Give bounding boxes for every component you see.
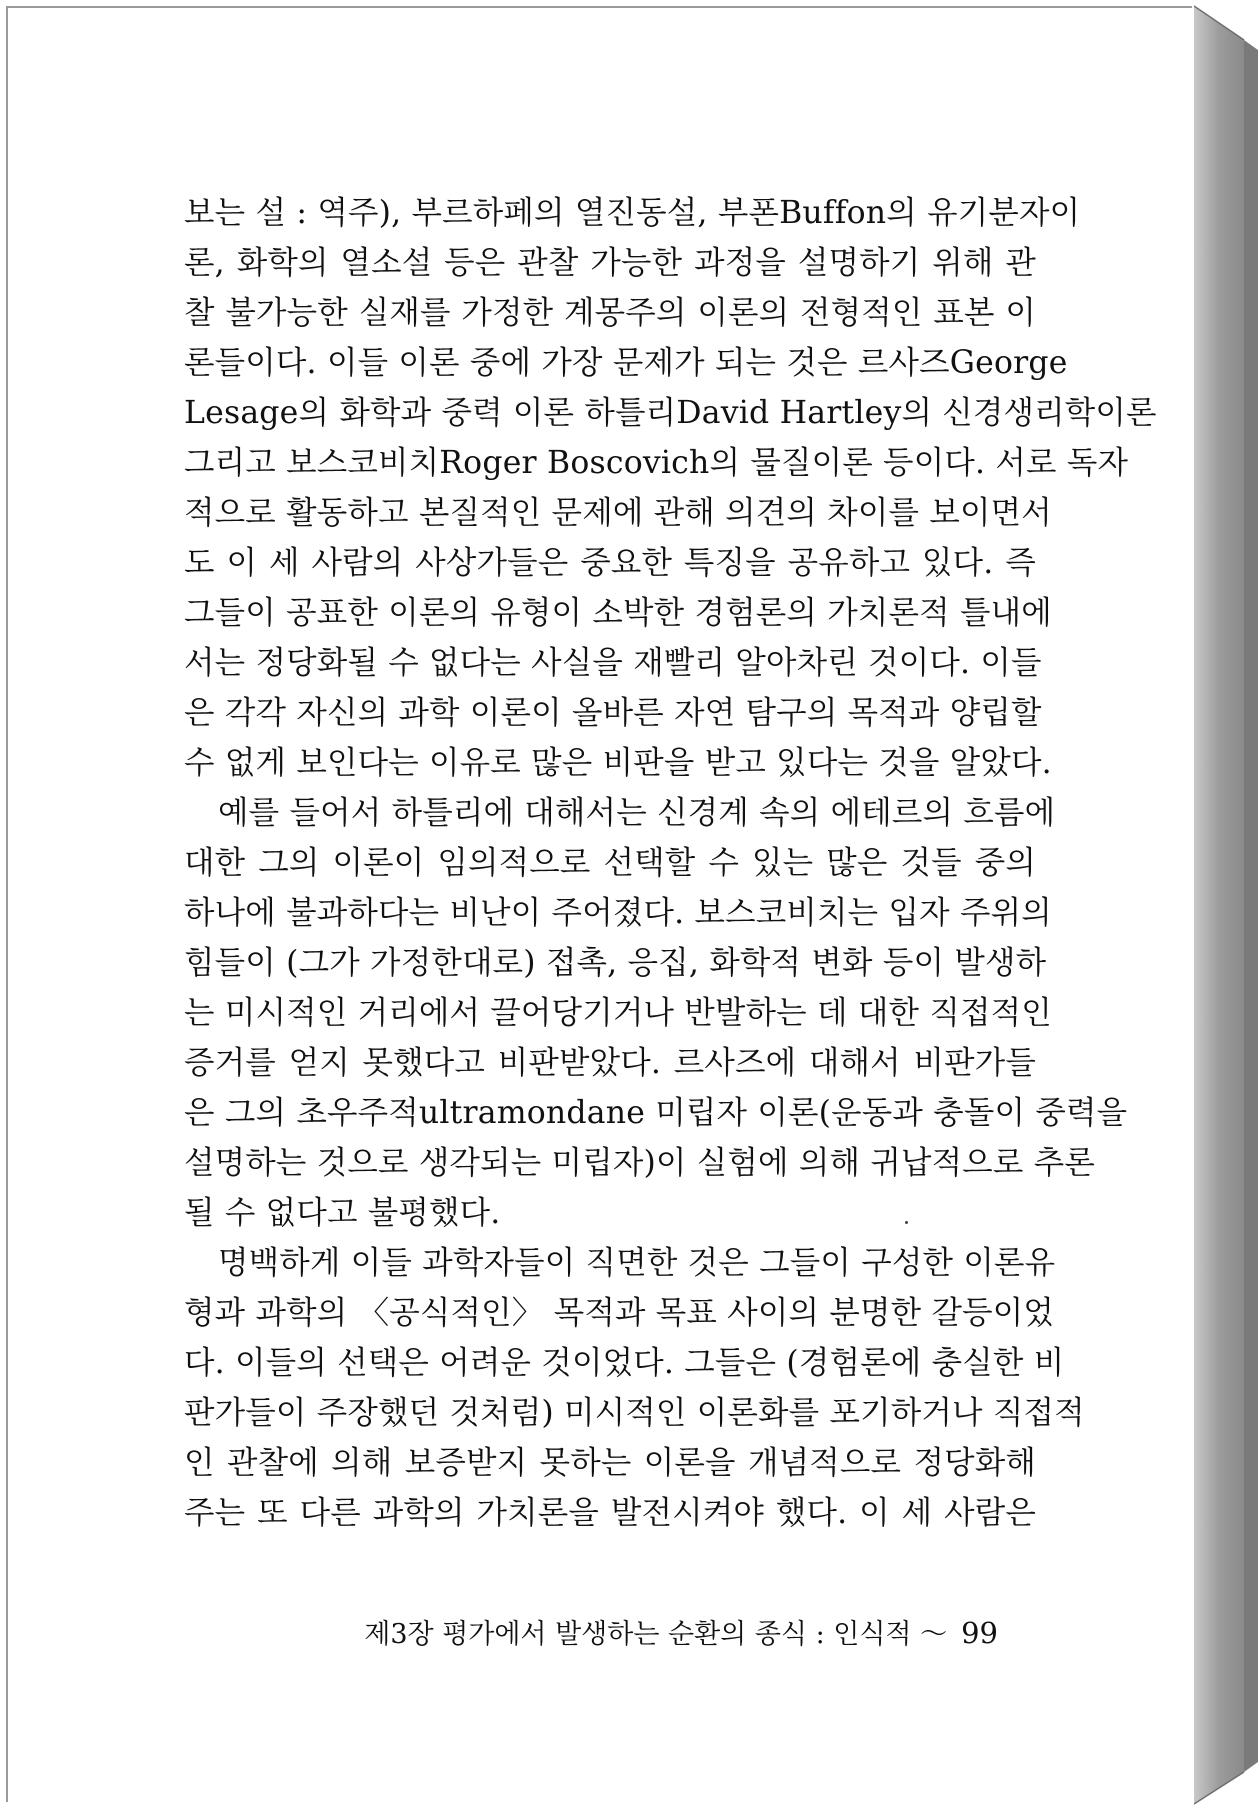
text-line: 인 관찰에 의해 보증받지 못하는 이론을 개념적으로 정당화해 [184, 1445, 1036, 1481]
running-footer [8, 1612, 1194, 1651]
text-line: 될 수 없다고 불평했다. [184, 1195, 501, 1231]
book-page [6, 6, 1192, 1802]
text-line: 그리고 보스코비치Roger Boscovich의 물질이론 등이다. 서로 독자 [184, 445, 1129, 481]
text-line: 다. 이들의 선택은 어려운 것이었다. 그들은 (경험론에 충실한 비 [184, 1345, 1065, 1381]
text-line: 도 이 세 사람의 사상가들은 중요한 특징을 공유하고 있다. 즉 [184, 545, 1036, 581]
text-line: 론들이다. 이들 이론 중에 가장 문제가 되는 것은 르사즈George [184, 345, 1068, 381]
text-line: 하나에 불과하다는 비난이 주어졌다. 보스코비치는 입자 주위의 [184, 895, 1052, 931]
page-frame [2, 2, 1255, 1802]
text-line: 수 없게 보인다는 이유로 많은 비판을 받고 있다는 것을 알았다. [184, 745, 1052, 781]
text-line: 론, 화학의 열소설 등은 관찰 가능한 과정을 설명하기 위해 관 [184, 245, 1036, 281]
text-line: 보는 설 : 역주), 부르하페의 열진동설, 부폰Buffon의 유기분자이 [184, 195, 1081, 231]
text-line: 서는 정당화될 수 없다는 사실을 재빨리 알아차린 것이다. 이들 [184, 645, 1042, 681]
running-title: 제3장 평가에서 발생하는 순환의 종식 : 인식적 ～ [364, 1619, 948, 1650]
text-line: 은 그의 초우주적ultramondane 미립자 이론(운동과 충돌이 중력을 [184, 1095, 1128, 1131]
text-line: 증거를 얻지 못했다고 비판받았다. 르사즈에 대해서 비판가들 [184, 1045, 1036, 1081]
text-line: 대한 그의 이론이 임의적으로 선택할 수 있는 많은 것들 중의 [184, 845, 1036, 881]
ink-speck [905, 1221, 908, 1224]
text-line: 형과 과학의 〈공식적인〉 목적과 목표 사이의 분명한 갈등이었 [184, 1295, 1054, 1331]
page-edge-shadow [1194, 2, 1258, 1808]
text-line: Lesage의 화학과 중력 이론 하틀리David Hartley의 신경생리학이론 [184, 395, 1157, 431]
text-line: 찰 불가능한 실재를 가정한 계몽주의 이론의 전형적인 표본 이 [184, 295, 1036, 331]
text-line: 예를 들어서 하틀리에 대해서는 신경계 속의 에테르의 흐름에 [218, 795, 1056, 831]
text-line: 는 미시적인 거리에서 끌어당기거나 반발하는 데 대한 직접적인 [184, 995, 1052, 1031]
page-number: 99 [961, 1616, 998, 1650]
text-line: 은 각각 자신의 과학 이론이 올바른 자연 탐구의 목적과 양립할 [184, 695, 1042, 731]
body-text [184, 188, 1157, 1538]
text-line: 주는 또 다른 과학의 가치론을 발전시켜야 했다. 이 세 사람은 [184, 1495, 1036, 1531]
text-line: 힘들이 (그가 가정한대로) 접촉, 응집, 화학적 변화 등이 발생하 [184, 945, 1047, 981]
text-line: 설명하는 것으로 생각되는 미립자)이 실험에 의해 귀납적으로 추론 [184, 1145, 1095, 1181]
text-line: 그들이 공표한 이론의 유형이 소박한 경험론의 가치론적 틀내에 [184, 595, 1052, 631]
text-line: 판가들이 주장했던 것처럼) 미시적인 이론화를 포기하거나 직접적 [184, 1395, 1085, 1431]
text-line: 명백하게 이들 과학자들이 직면한 것은 그들이 구성한 이론유 [218, 1245, 1056, 1281]
text-line: 적으로 활동하고 본질적인 문제에 관해 의견의 차이를 보이면서 [184, 495, 1052, 531]
